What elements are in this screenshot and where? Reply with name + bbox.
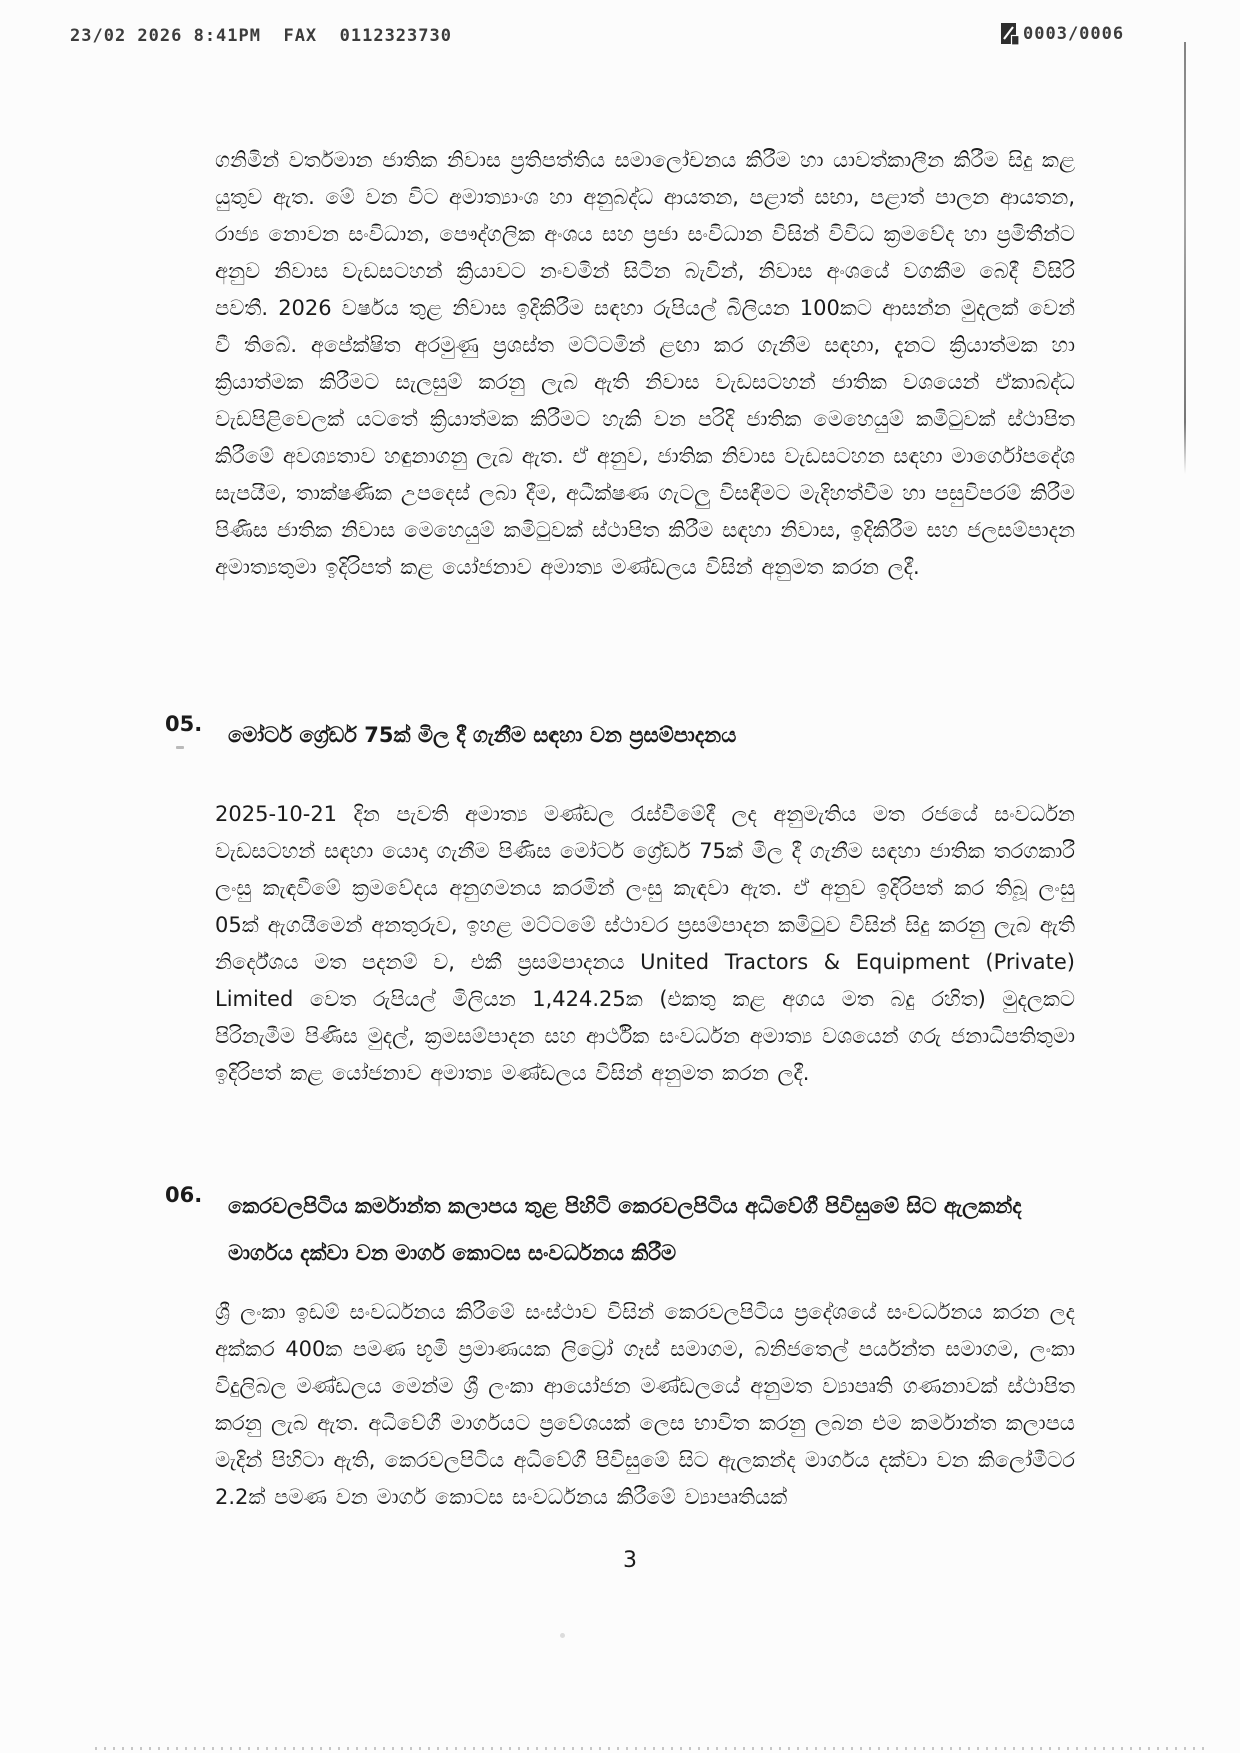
scan-artifact-vertical-line — [1184, 42, 1186, 474]
section-05-number: 05. — [165, 712, 203, 736]
fax-timestamp-line: 23/02 2026 8:41PM FAX 0112323730 — [70, 26, 452, 46]
fax-page-counter — [1000, 22, 1124, 46]
fax-page-icon — [1000, 22, 1020, 46]
scan-artifact-bottom-edge — [95, 1747, 1210, 1750]
scan-artifact-speck — [560, 1633, 565, 1638]
fax-page-count-text: 0003/0006 — [1023, 24, 1125, 44]
section-06-heading: කෙරවලපිටිය කර්මාන්ත කලාපය තුළ පිහිටි කෙරවලපිටිය අධිවේගී පිවිසුමේ සිට ඇලකන්ද මාර්ගය දක්වා වන මාර්ග කොටස සංවර්ධනය කිරීම — [228, 1194, 1022, 1265]
section-05-paragraph: 2025-10-21 දින පැවති අමාත්‍ය මණ්ඩල රැස්වීමේදී ලද අනුමැතිය මත රජයේ සංවර්ධන වැඩසටහන් සඳහා යොදා ගැනීම පිණිස මෝටර් ග්‍රේඩර් 75ක් මිල දී ගැනීම සඳහා ජාතික තරගකාරී ලංසු කැඳවීමේ ක්‍රමවේදය අනුගමනය කරමින් ලංසු කැඳවා ඇත. ඒ අනුව ඉදිරිපත් කර තිබූ ලංසු 05ක් ඇගයීමෙන් අනතුරුව, ඉහළ මට්ටමේ ස්ථාවර ප්‍රසම්පාදන කමිටුව විසින් සිදු කරනු ලැබ ඇති නිර්දේශය මත පදනම් ව, එකී ප්‍රසම්පාදනය United Tractors & Equipment (Private) Limited වෙත රුපියල් මිලියන 1,424.25ක (එකතු කළ අගය මත බදු රහිත) මුදලකට පිරිනැමීම පිණිස මුදල්, ක්‍රමසම්පාදන සහ ආර්ථික සංවර්ධන අමාත්‍ය වශයෙන් ගරු ජනාධිපතිතුමා ඉදිරිපත් කළ යෝජනාව අමාත්‍ය මණ්ඩලය විසින් අනුමත කරන ලදී. — [215, 802, 1075, 1085]
intro-paragraph: ගනිමින් වර්තමාන ජාතික නිවාස ප්‍රතිපත්තිය සමාලෝචනය කිරීම හා යාවත්කාලීන කිරීම සිදු කළ යුතුව ඇත. මේ වන විට අමාත්‍යාංශ හා අනුබද්ධ ආයතන, පළාත් සභා, පළාත් පාලන ආයතන, රාජ්‍ය නොවන සංවිධාන, පෞද්ගලික අංශය සහ ප්‍රජා සංවිධාන විසින් විවිධ ක්‍රමවේද හා ප්‍රමිතීන්ට අනුව නිවාස වැඩසටහන් ක්‍රියාවට නංවමින් සිටින බැවින්, නිවාස අංශයේ වගකීම බෙදී විසිරි පවතී. 2026 වර්ෂය තුළ නිවාස ඉදිකිරීම සඳහා රුපියල් බිලියන 100කට ආසන්න මුදලක් වෙන් වී තිබේ. අපේක්ෂිත අරමුණු ප්‍රශස්ත මට්ටමින් ළඟා කර ගැනීම සඳහා, දැනට ක්‍රියාත්මක හා ක්‍රියාත්මක කිරීමට සැලසුම් කරනු ලැබ ඇති නිවාස වැඩසටහන් ජාතික වශයෙන් ඒකාබද්ධ වැඩපිළිවෙලක් යටතේ ක්‍රියාත්මක කිරීමට හැකි වන පරිදි ජාතික මෙහෙයුම් කමිටුවක් ස්ථාපිත කිරීමේ අවශ්‍යතාව හඳුනාගනු ලැබ ඇත. ඒ අනුව, ජාතික නිවාස වැඩසටහන සඳහා මාර්ගෝපදේශ සැපයීම, තාක්ෂණික උපදෙස් ලබා දීම, අධීක්ෂණ ගැටලු විසඳීමට මැදිහත්වීම හා පසුවිපරම් කිරීම පිණිස ජාතික නිවාස මෙහෙයුම් කමිටුවක් ස්ථාපිත කිරීම සඳහා නිවාස, ඉදිකිරීම සහ ජලසම්පාදන අමාත්‍යතුමා ඉදිරිපත් කළ යෝජනාව අමාත්‍ය මණ්ඩලය විසින් අනුමත කරන ලදී. — [215, 148, 1075, 579]
page-number: 3 — [623, 1548, 637, 1573]
section-06-paragraph: ශ්‍රී ලංකා ඉඩම් සංවර්ධනය කිරීමේ සංස්ථාව විසින් කෙරවලපිටිය ප්‍රදේශයේ සංවර්ධනය කරන ලද අක්කර 400ක පමණ භූමි ප්‍රමාණයක ලිට්‍රෝ ගෑස් සමාගම, බනිජතෙල් පර්යන්ත සමාගම, ලංකා විදුලිබල මණ්ඩලය මෙන්ම ශ්‍රී ලංකා ආයෝජන මණ්ඩලයේ අනුමත ව්‍යාපෘති ගණනාවක් ස්ථාපිත කරනු ලැබ ඇත. අධිවේගී මාර්ගයට ප්‍රවේශයක් ලෙස භාවිත කරනු ලබන එම කර්මාන්ත කලාපය මැදින් පිහිටා ඇති, කෙරවලපිටිය අධිවේගී පිවිසුමේ සිට ඇලකන්ද මාර්ගය දක්වා වන කිලෝමීටර 2.2ක් පමණ වන මාර්ග කොටස සංවර්ධනය කිරීමේ ව්‍යාපෘතියක් — [215, 1300, 1075, 1509]
section-05-heading: මෝටර් ග්‍රේඩර් 75ක් මිල දී ගැනීම සඳහා වන ප්‍රසම්පාදනය — [228, 723, 737, 747]
scan-artifact-speck — [176, 746, 184, 749]
section-06-number: 06. — [165, 1183, 203, 1207]
